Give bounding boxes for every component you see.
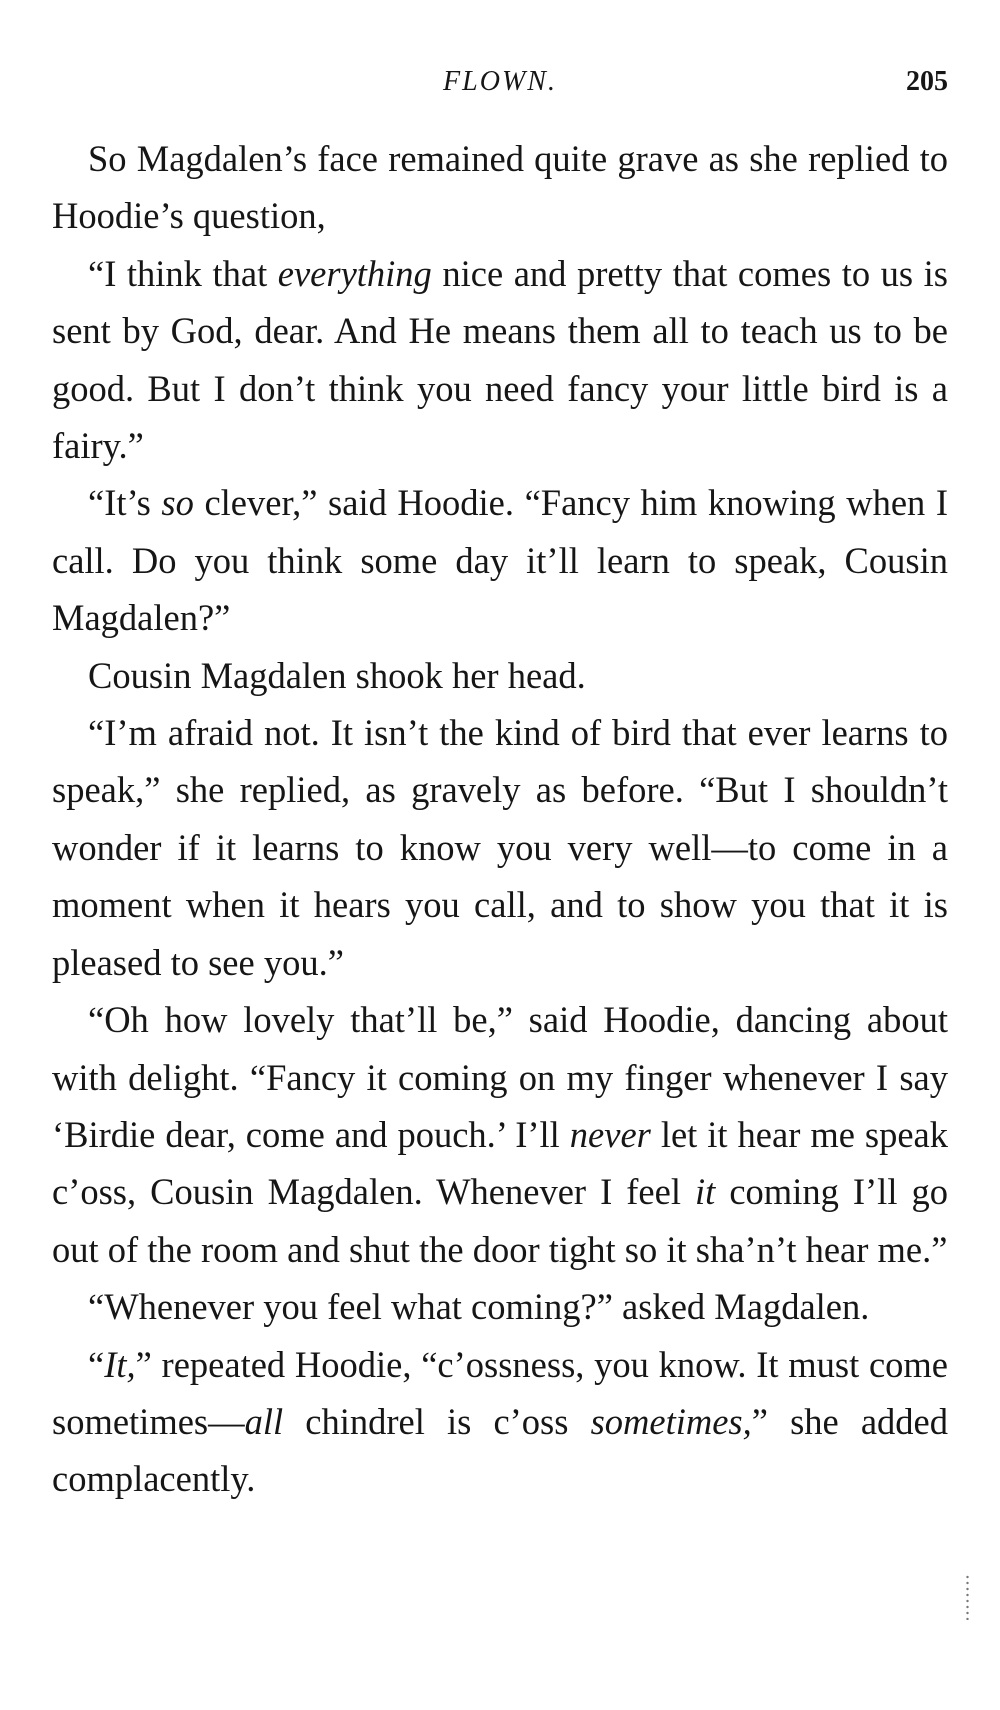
text-run: “I think that — [88, 252, 278, 294]
paragraph — [52, 1336, 948, 1508]
paragraph — [52, 474, 948, 646]
italic-text-run: It, — [104, 1343, 136, 1385]
text-run: Cousin Magdalen shook her head. — [88, 654, 586, 696]
body-text — [52, 130, 948, 1508]
text-run: So Magdalen’s face remained quite grave as she replied to Hoodie’s question, — [52, 138, 948, 237]
paragraph — [52, 991, 948, 1278]
paragraph — [52, 130, 948, 245]
italic-text-run: everything — [277, 252, 432, 294]
paragraph — [52, 704, 948, 991]
italic-text-run: so — [161, 482, 194, 524]
paragraph — [52, 647, 948, 704]
text-run: “Whenever you feel what coming?” asked Magdalen. — [88, 1286, 870, 1328]
text-run: clever,” said Hoodie. “Fancy him knowing when I call. Do you think some day it’ll learn to speak, Cousin Magdalen?” — [52, 482, 949, 639]
paragraph — [52, 1278, 948, 1335]
page-header — [52, 66, 948, 106]
text-run: ” she added complacently. — [52, 1400, 948, 1500]
margin-dots — [966, 1574, 969, 1620]
italic-text-run: all — [244, 1400, 284, 1442]
text-run: “I’m afraid not. It isn’t the kind of bird that ever learns to speak,” she replied, as gravely as before. “But I shouldn’t wonder if it learns to know you very well—to come in a moment when it hears you call, and to show you that it is pleased to see you.” — [52, 712, 948, 983]
running-title: FLOWN. — [443, 66, 557, 97]
text-run: let it hear me speak c’oss, Cousin Magdalen. Whenever I feel — [52, 1113, 948, 1213]
text-run: “Oh how lovely that’ll be,” said Hoodie, dancing about with delight. “Fancy it coming on my finger whenever I say ‘Birdie dear, come and pouch.’ I’ll — [52, 999, 948, 1155]
text-run: “It’s — [88, 482, 162, 524]
text-run: ” repeated Hoodie, “c’ossness, you know. It must come sometimes— — [52, 1343, 948, 1442]
text-run: “ — [88, 1343, 105, 1385]
italic-text-run: sometimes, — [590, 1400, 752, 1442]
italic-text-run: it — [695, 1171, 716, 1213]
page-number: 205 — [906, 66, 948, 97]
italic-text-run: never — [569, 1113, 651, 1155]
text-run: nice and pretty that comes to us is sent by God, dear. And He means them all to teach us to be good. But I don’t think you need fancy your little bird is a fairy.” — [52, 252, 948, 467]
text-run: chindrel is c’oss — [283, 1400, 591, 1442]
paragraph — [52, 245, 948, 475]
text-run: coming I’ll go out of the room and shut the door tight so it sha’n’t hear me.” — [52, 1171, 948, 1270]
